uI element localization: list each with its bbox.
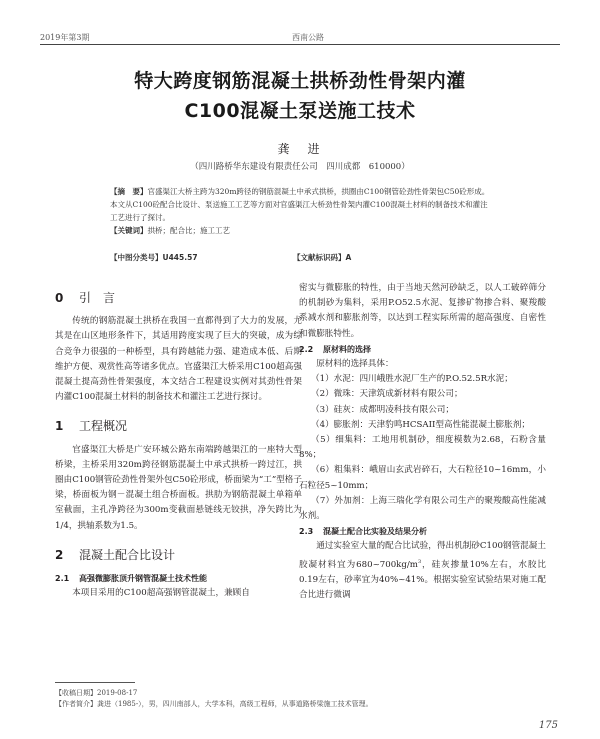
author-name: 龚 进 (277, 142, 323, 156)
clc-label: 【中图分类号】 (110, 253, 163, 262)
section-number: 2 (55, 547, 64, 562)
subsection-title: 高强微膨胀顶升钢管混凝土技术性能 (79, 574, 207, 584)
list-item: （3）硅灰：成都明凌科技有限公司； (311, 404, 454, 415)
paragraph: 官盛渠江大桥是广安环城公路东南端跨越渠江的一座特大型桥梁，主桥采用320m跨径钢筋混凝土中承式拱桥一跨过江，拱圈由C100钢管砼劲性骨架外包C50砼形成，桥面梁为“工”型格子梁，桥面板为钢－混凝土组合桥面板。拱肋为钢筋混凝土单箱单室截面，主孔净跨径为300m变截面悬链线无铰拱，净矢跨比为1/4，拱轴系数为1.5。 (55, 444, 302, 531)
journal-name: 西南公路 (292, 33, 324, 42)
subsection-2-2-heading (299, 342, 546, 357)
footnote-rule (55, 682, 135, 683)
abstract-text: 官盛渠江大桥主跨为320m跨径的钢筋混凝土中承式拱桥，拱圈由C100钢管砼劲性骨架包C50砼形成。本文从C100砼配合比设计、泵送施工工艺等方面对官盛渠江大桥劲性骨架内灌C100混凝土材料的制备技术和灌注工艺进行了探讨。 (110, 187, 490, 222)
document-code (293, 252, 351, 263)
paragraph: 本项目采用的C100超高强钢管混凝土，兼顾自 (72, 588, 250, 599)
title-line-1: 特大跨度钢筋混凝土拱桥劲性骨架内灌 (134, 70, 466, 92)
superscript: 3 (417, 558, 422, 565)
subsection-number: 2.3 (299, 527, 314, 537)
abstract-label: 【摘 要】 (110, 187, 148, 196)
list-item: （5）细集料：工地用机制砂，细度模数为2.68，石粉含量8%； (299, 435, 546, 461)
section-0-heading (55, 291, 302, 306)
paragraph: 原材料的选择具体： (316, 359, 394, 370)
paragraph (299, 539, 546, 603)
author-affiliation: （四川路桥华东建设有限责任公司 四川成都 610000） (190, 162, 410, 172)
subsection-title: 原材料的选择 (323, 344, 371, 354)
list-item: （2）微珠：天津筑成新材料有限公司； (311, 389, 463, 400)
section-2-heading (55, 548, 302, 563)
subsection-2-1-heading (55, 571, 302, 586)
left-column (55, 281, 302, 601)
list-item: （1）水泥：四川峨胜水泥厂生产的P.O.52.5R水泥； (311, 374, 513, 385)
abstract-block (110, 185, 490, 237)
received-value: 2019-08-17 (97, 689, 138, 697)
text-run: 通过实验室大量的配合比试验，得出机制砂C100钢管混凝土胶凝材料宜为680~700kg/m (299, 541, 546, 570)
section-title: 工程概况 (79, 419, 128, 434)
clc-value: U445.57 (162, 253, 198, 262)
subsection-number: 2.2 (299, 344, 314, 354)
keywords-label: 【关键词】 (110, 226, 148, 235)
list-item: （4）膨胀剂：天津豹鸣HCSAII型高性能混凝土膨胀剂； (311, 419, 530, 430)
subsection-2-3-heading (299, 524, 546, 539)
paragraph: 密实与微膨胀的特性，由于当地天然河砂缺乏，以人工破碎筛分的机制砂为集料，采用P.O52.5水泥、复掺矿物掺合料、聚羧酸系减水剂和膨胀剂等，以达到工程实际所需的超高强度、自密性和微膨胀特性。 (299, 283, 546, 339)
subsection-number: 2.1 (55, 574, 70, 584)
received-label: 【收稿日期】 (55, 689, 97, 697)
doc-code-label: 【文献标识码】 (293, 253, 346, 262)
page-number: 175 (538, 720, 558, 731)
section-number: 0 (55, 291, 64, 305)
subsection-title: 混凝土配合比实验及结果分析 (323, 527, 427, 537)
journal-issue: 2019年第3期 (40, 33, 90, 42)
list-item: （7）外加剂：上海三瑞化学有限公司生产的聚羧酸高性能减水剂。 (299, 495, 546, 522)
received-date (55, 688, 137, 698)
section-1-heading (55, 419, 302, 434)
right-column (299, 281, 546, 603)
text-run: ，硅灰掺量10%左右，水胶比0.19左右，砂率宜为40%~41%。根据实验室试验结果对施工配合比进行微调 (299, 559, 546, 600)
clc-code (110, 252, 198, 263)
section-title: 引 言 (79, 291, 116, 305)
section-title: 混凝土配合比设计 (79, 547, 176, 562)
doc-code-value: A (345, 253, 352, 262)
title-line-2: C100混凝土泵送施工技术 (184, 100, 416, 122)
keywords-text: 拱桥；配合比；施工工艺 (147, 226, 230, 235)
author-bio (55, 699, 373, 709)
paragraph: 传统的钢筋混凝土拱桥在我国一直都得到了大力的发展，尤其是在山区地形条件下，其适用跨度实现了巨大的突破，成为综合竞争力很强的一种桥型，具有跨越能力强、建造成本低、后期维护方便、观赏性高等诸多优点。官盛渠江大桥采用C100超高强混凝土提高劲性骨架强度，本文结合工程建设实例对其劲性骨架内灌C100混凝土材料的制备技术和灌注工艺进行探讨。 (55, 316, 302, 403)
section-number: 1 (55, 419, 64, 434)
list-item: （6）粗集料：峨眉山玄武岩碎石，大石粒径10~16mm，小石粒径5~10mm； (299, 465, 546, 491)
author-bio-label: 【作者简介】 (55, 700, 97, 708)
header-rule (40, 44, 560, 45)
author-bio-text: 龚进（1985-），男，四川南部人，大学本科，高级工程师，从事道路桥梁施工技术管理。 (97, 700, 373, 708)
